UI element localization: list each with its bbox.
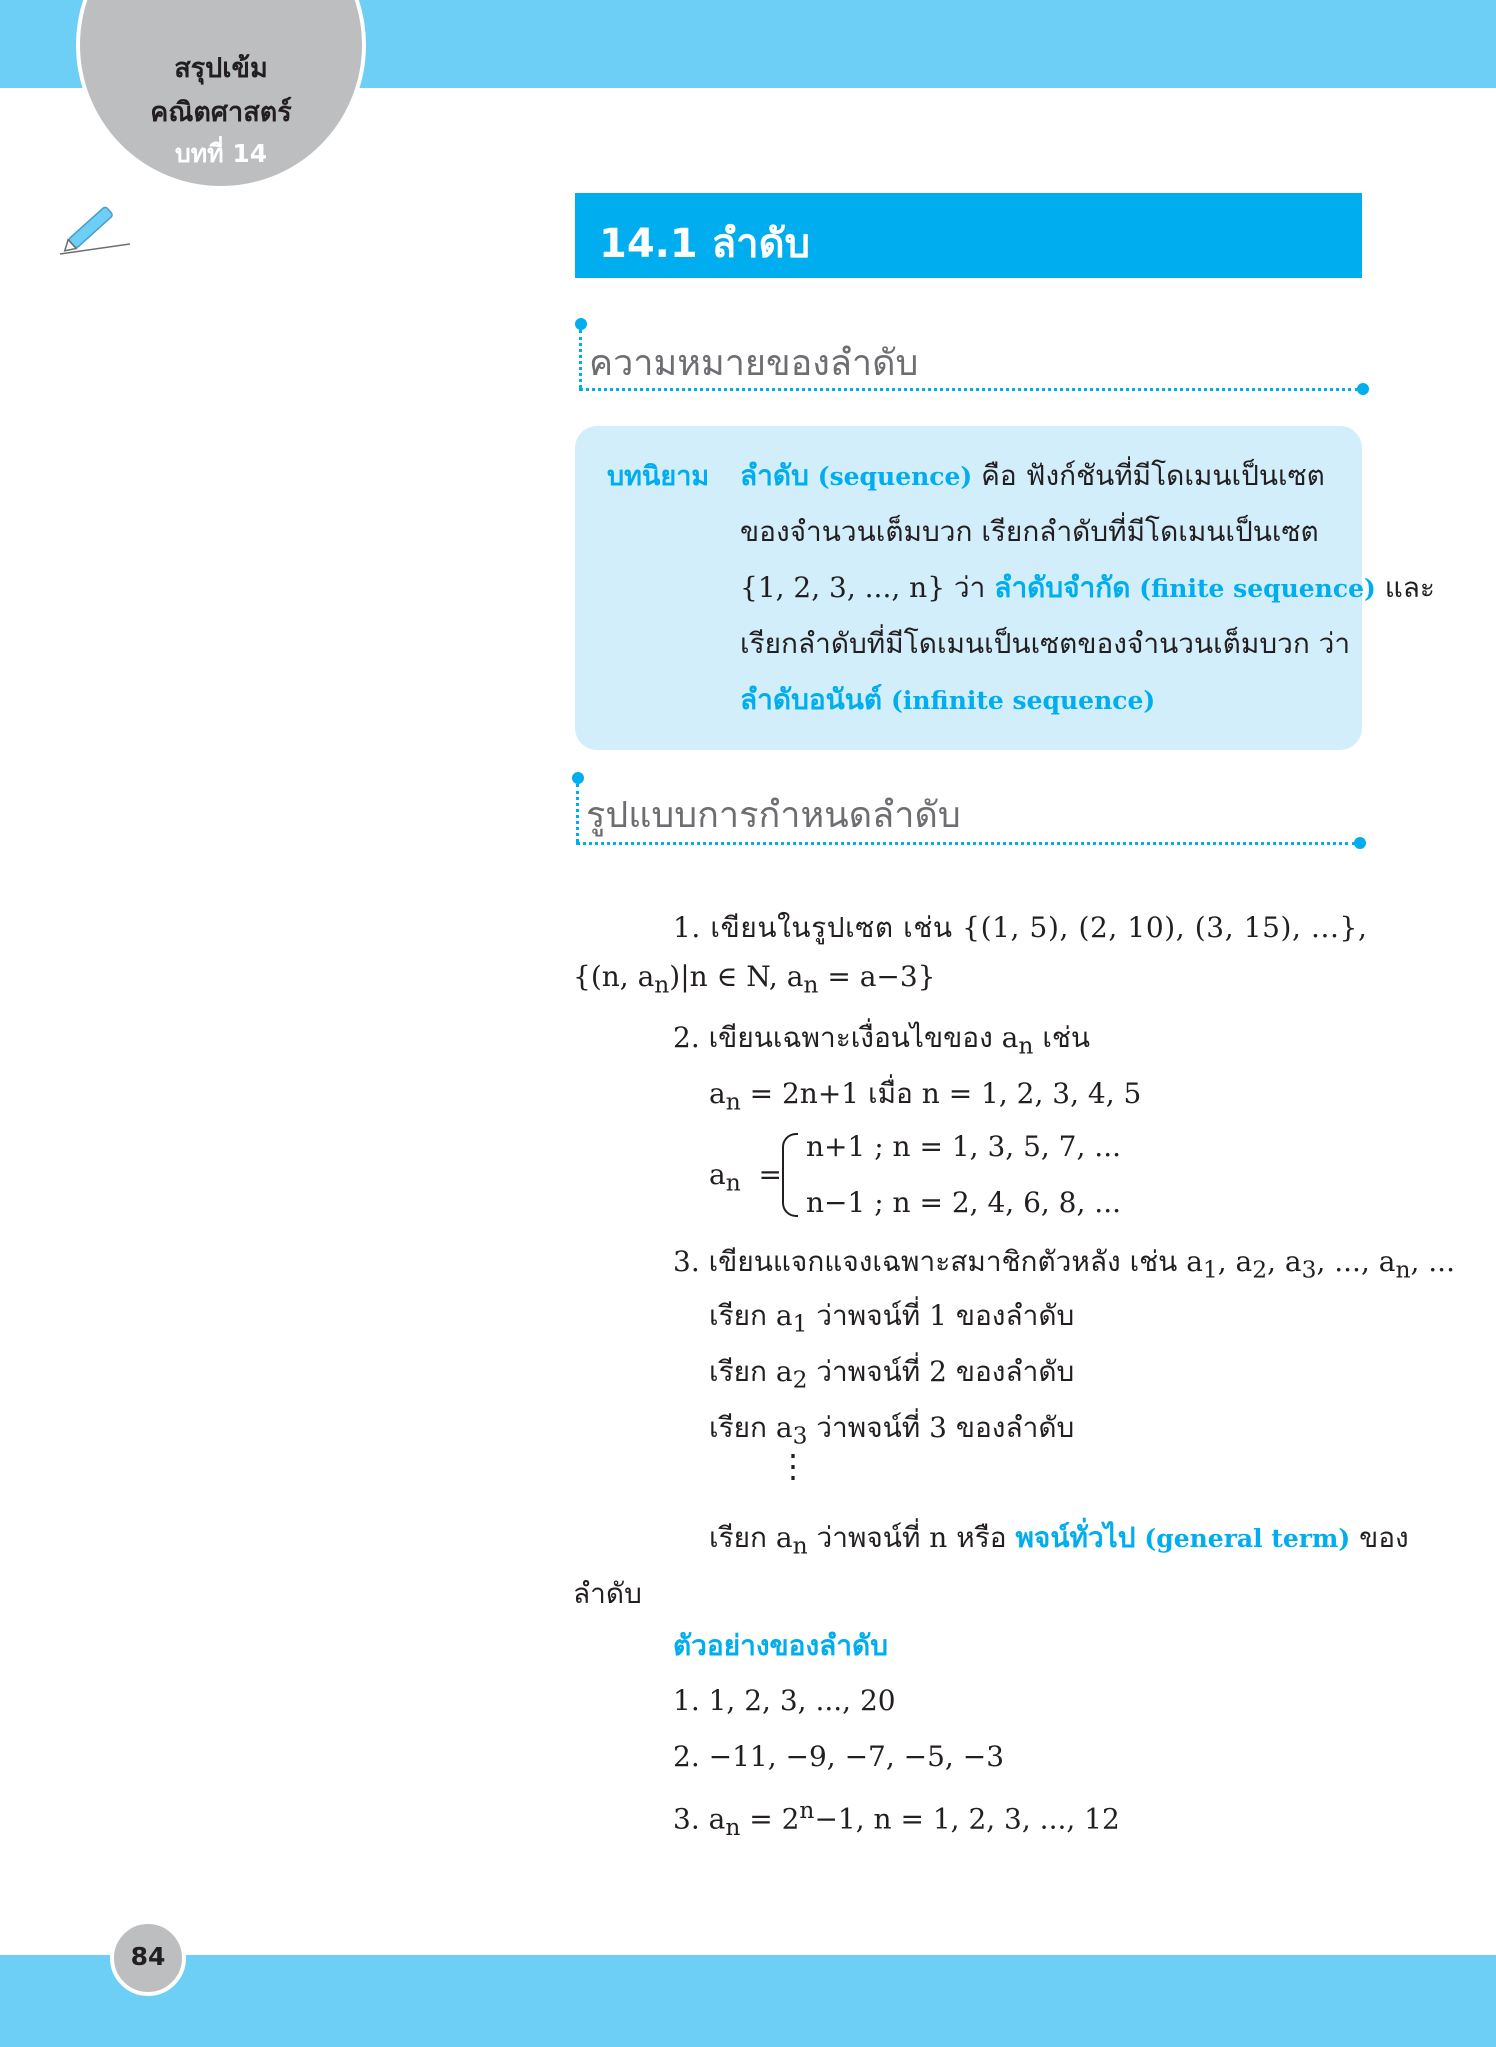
heading-dot [1354, 837, 1366, 849]
heading-dot [1357, 383, 1369, 395]
term-finite-en: (finite sequence) [1139, 574, 1376, 603]
chapter-line-2: คณิตศาสตร์ [150, 97, 292, 128]
general-term-line: เรียก $a_n$ ว่าพจน์ที่ n หรือ พจน์ทั่วไป (general term) ของ [709, 1521, 1409, 1560]
chapter-number: บทที่ 14 [174, 139, 268, 168]
vertical-ellipsis: ⋮ [777, 1447, 809, 1485]
page-number-badge [110, 1920, 186, 1996]
piecewise-case-2: n−1 ; n = 2, 4, 6, 8, ... [806, 1186, 1121, 1219]
chapter-line-1: สรุปเข้ม [174, 53, 268, 84]
piecewise-brace [782, 1133, 798, 1217]
pencil-icon [56, 196, 132, 260]
form-item-3: 3. เขียนแจกแจงเฉพาะสมาชิกตัวหลัง เช่น $a_1$, $a_2$, $a_3$, ..., $a_n$, ... [673, 1245, 1455, 1284]
term-infinite-en: (infinite sequence) [891, 686, 1156, 715]
bottom-band [0, 1955, 1496, 2047]
section-title: 14.1 ลำดับ [599, 221, 810, 267]
form-item-2-eq1: $a_n = 2n+1$ เมื่อ n = 1, 2, 3, 4, 5 [709, 1077, 1142, 1116]
heading-dot [572, 772, 584, 784]
heading-rule-vertical [576, 784, 579, 842]
piecewise-case-1: n+1 ; n = 1, 3, 5, 7, ... [806, 1130, 1121, 1163]
term-finite: ลำดับจำกัด [994, 571, 1131, 604]
term-sequence: ลำดับ [740, 459, 809, 492]
forms-heading: รูปแบบการกำหนดลำดับ [586, 795, 961, 836]
definition-line-4: เรียกลำดับที่มีโดเมนเป็นเซตของจำนวนเต็มบวก ว่า [740, 627, 1351, 660]
definition-text: คือ ฟังก์ชันที่มีโดเมนเป็นเซต [981, 459, 1325, 492]
page-number: 84 [130, 1942, 166, 1971]
definition-label: บทนิยาม [607, 461, 710, 492]
term-2-line: เรียก $a_2$ ว่าพจน์ที่ 2 ของลำดับ [709, 1355, 1075, 1394]
term-3-line: เรียก $a_3$ ว่าพจน์ที่ 3 ของลำดับ [709, 1411, 1075, 1450]
heading-rule-vertical [579, 330, 582, 388]
definition-text: ว่า [953, 571, 986, 604]
chapter-badge [76, 0, 366, 190]
definition-line-5 [740, 678, 1155, 722]
term-infinite: ลำดับอนันต์ [740, 683, 883, 716]
definition-text: และ [1384, 571, 1435, 604]
section-title-bar [575, 193, 1362, 278]
term-sequence-en: (sequence) [817, 462, 973, 491]
form-item-2: 2. เขียนเฉพาะเงื่อนไขของ $a_n$ เช่น [673, 1021, 1091, 1060]
term-1-line: เรียก $a_1$ ว่าพจน์ที่ 1 ของลำดับ [709, 1299, 1075, 1338]
heading-dot [575, 318, 587, 330]
form-item-1: 1. เขียนในรูปเซต เช่น {(1, 5), (2, 10), (3, 15), ...}, [673, 911, 1368, 944]
form-item-1-cont: {(n, $a_n)|n$ ∈ N, $a_n = a-3$} [573, 960, 936, 999]
examples-heading: ตัวอย่างของลำดับ [673, 1629, 888, 1662]
definition-line-1 [740, 454, 1325, 498]
definition-line-3 [740, 566, 1435, 610]
definition-line-2: ของจำนวนเต็มบวก เรียกลำดับที่มีโดเมนเป็นเซต [740, 515, 1319, 548]
set-notation: {1, 2, 3, ..., n} [740, 571, 946, 604]
general-term-cont: ลำดับ [573, 1577, 642, 1610]
example-3: 3. $a_n = 2^n-1$, n = 1, 2, 3, ..., 12 [673, 1796, 1120, 1841]
example-1: 1. 1, 2, 3, ..., 20 [673, 1684, 896, 1717]
example-2: 2. −11, −9, −7, −5, −3 [673, 1740, 1005, 1773]
meaning-heading: ความหมายของลำดับ [589, 343, 919, 384]
piecewise-lhs: $a_n$ = [709, 1158, 783, 1197]
